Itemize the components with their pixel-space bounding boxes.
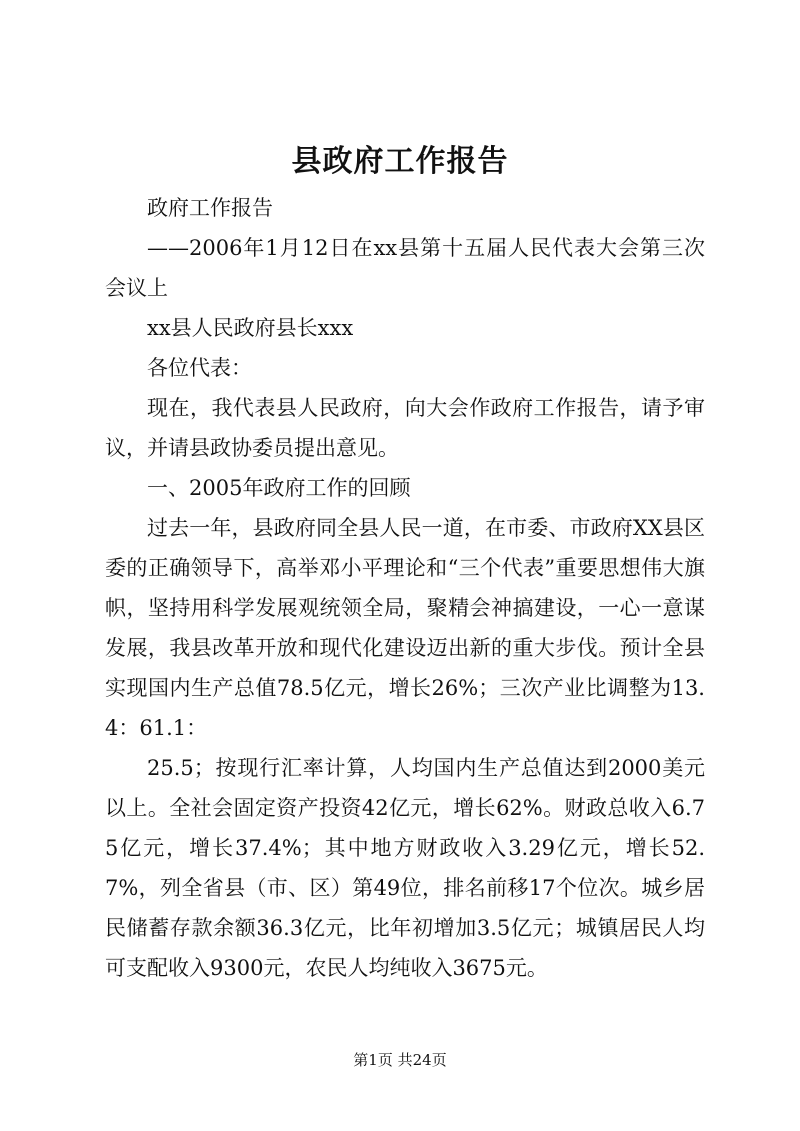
document-title: 县政府工作报告 xyxy=(291,144,509,179)
section-heading: 一、2005年政府工作的回顾 xyxy=(147,476,411,500)
paragraph-statistics: 25.5；按现行汇率计算，人均国内生产总值达到2000美元以上。全社会固定资产投资42亿元，增长62%。财政总收入6.75亿元，增长37.4%；其中地方财政收入3.29亿元，增长52.7%，列全省县（市、区）第49位，排名前移17个位次。城乡居民储蓄存款余额36.3亿元，比年初增加3.5亿元；城镇居民人均可支配收入9300元，农民人均纯收入3675元。 xyxy=(105,756,705,980)
paragraph-speaker: xx县人民政府县长xxx xyxy=(147,316,354,340)
paragraph-subtitle: 政府工作报告 xyxy=(147,196,273,220)
page-footer: 第1页 共24页 xyxy=(353,1051,447,1069)
paragraph-salutation: 各位代表： xyxy=(147,356,252,380)
paragraph-intro: 现在，我代表县人民政府，向大会作政府工作报告，请予审议，并请县政协委员提出意见。 xyxy=(105,396,705,460)
paragraph-meeting-info: ——2006年1月12日在xx县第十五届人民代表大会第三次会议上 xyxy=(105,236,705,300)
paragraph-review: 过去一年，县政府同全县人民一道，在市委、市政府XX县区委的正确领导下，高举邓小平理论和“三个代表”重要思想伟大旗帜，坚持用科学发展观统领全局，聚精会神搞建设，一心一意谋发展，我县改革开放和现代化建设迈出新的重大步伐。预计全县实现国内生产总值78.5亿元，增长26%；三次产业比调整为13.4：61.1： xyxy=(105,516,705,740)
document-body xyxy=(105,188,705,988)
